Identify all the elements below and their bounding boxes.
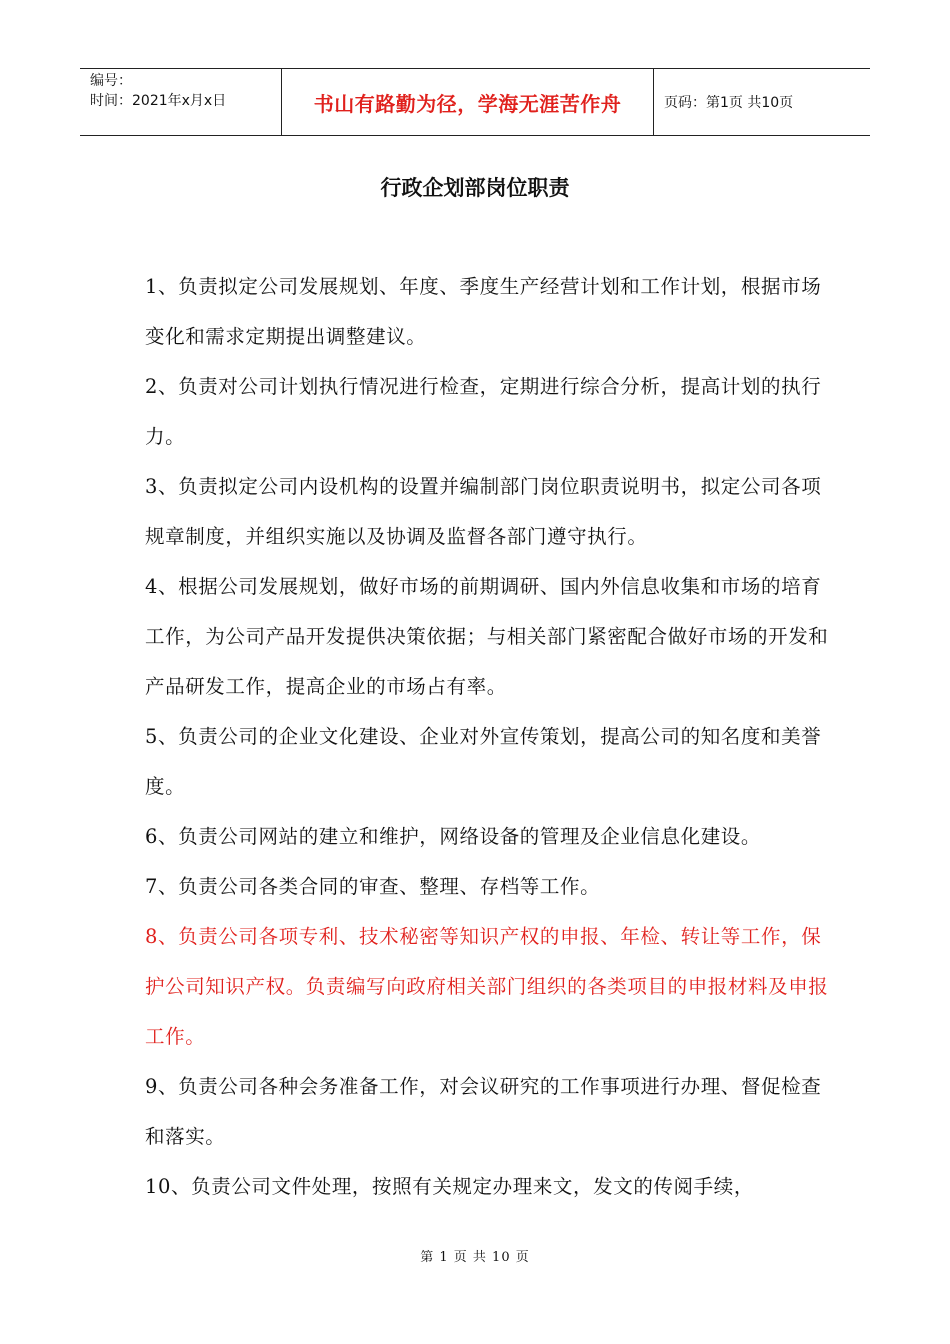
document-title: 行政企划部岗位职责 (380, 176, 570, 200)
paragraph-6: 6、负责公司网站的建立和维护，网络设备的管理及企业信息化建设。 (145, 825, 762, 848)
paragraph-8-highlighted: 8、负责公司各项专利、技术秘密等知识产权的申报、年检、转让等工作，保护公司知识产权。负责编写向政府相关部门组织的各类项目的申报材料及申报工作。 (145, 925, 829, 1048)
paragraph-5: 5、负责公司的企业文化建设、企业对外宣传策划，提高公司的知名度和美誉度。 (145, 725, 822, 798)
paragraph-10: 10、负责公司文件处理，按照有关规定办理来文，发文的传阅手续， (145, 1175, 754, 1198)
header-meta (80, 69, 282, 135)
paragraph-2: 2、负责对公司计划执行情况进行检查，定期进行综合分析，提高计划的执行力。 (145, 375, 822, 448)
time-label: 时间：2021年x月x日 (90, 93, 227, 109)
document-header (80, 68, 870, 136)
header-page-info: 页码：第1页 共10页 (664, 95, 794, 111)
paragraph-7: 7、负责公司各类合同的审查、整理、存档等工作。 (145, 875, 601, 898)
paragraph-1: 1、负责拟定公司发展规划、年度、季度生产经营计划和工作计划，根据市场变化和需求定期提出调整建议。 (145, 275, 822, 348)
document-body (145, 262, 835, 1212)
page-footer: 第 1 页 共 10 页 (420, 1250, 530, 1265)
number-label: 编号： (90, 73, 132, 89)
paragraph-3: 3、负责拟定公司内设机构的设置并编制部门岗位职责说明书，拟定公司各项规章制度，并组织实施以及协调及监督各部门遵守执行。 (145, 475, 822, 548)
paragraph-4: 4、根据公司发展规划，做好市场的前期调研、国内外信息收集和市场的培育工作，为公司产品开发提供决策依据；与相关部门紧密配合做好市场的开发和产品研发工作，提高企业的市场占有率。 (145, 575, 829, 698)
paragraph-9: 9、负责公司各种会务准备工作，对会议研究的工作事项进行办理、督促检查和落实。 (145, 1075, 822, 1148)
header-motto: 书山有路勤为径，学海无涯苦作舟 (282, 69, 654, 135)
